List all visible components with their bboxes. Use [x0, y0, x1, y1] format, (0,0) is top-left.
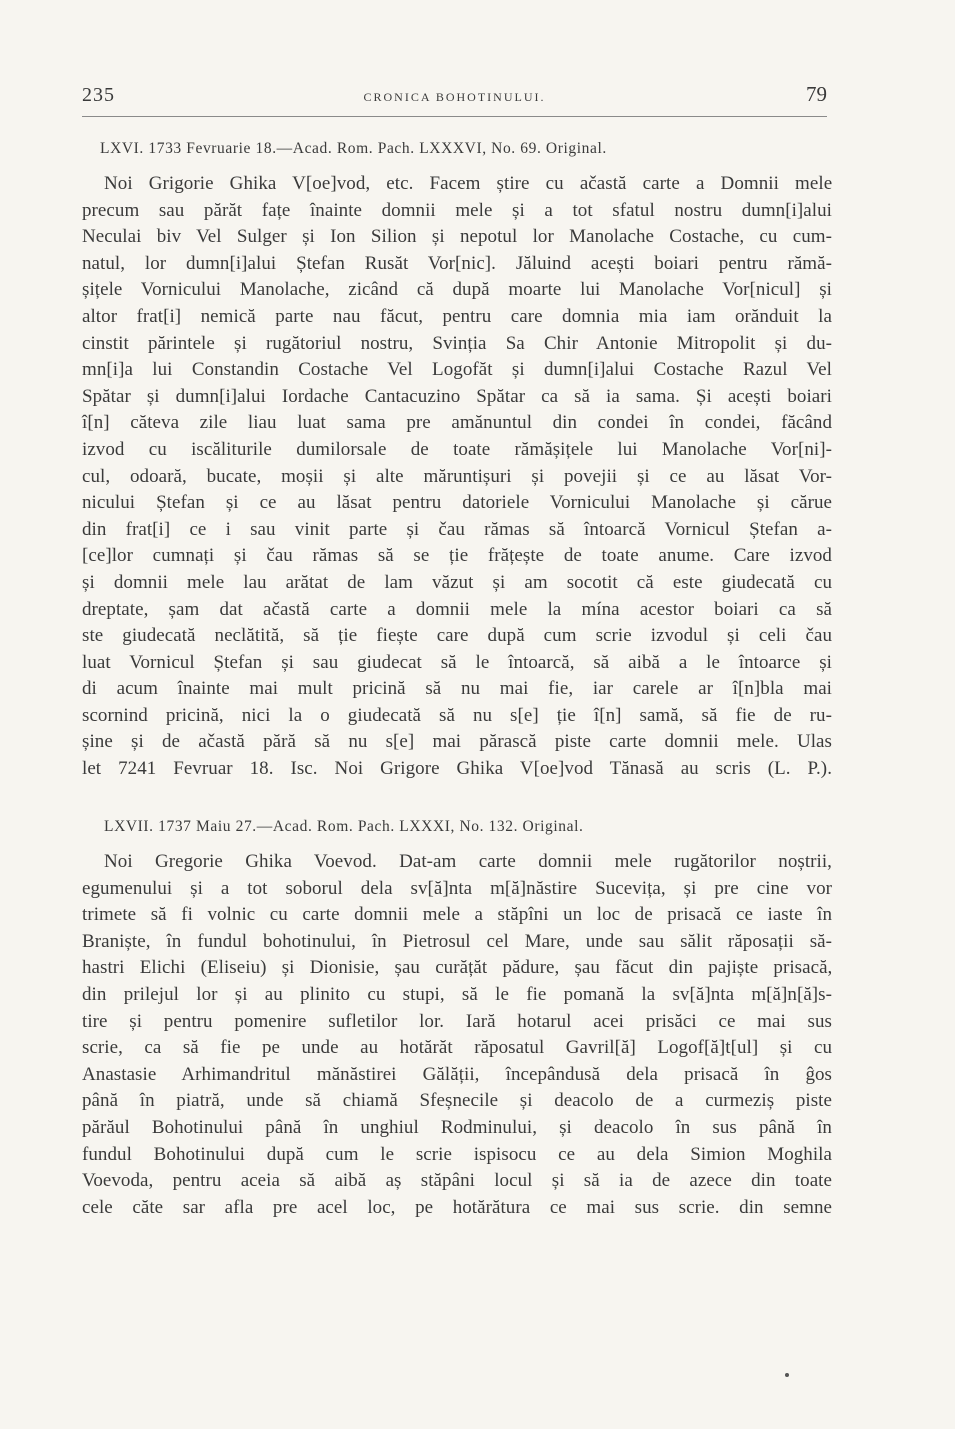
text-line: hastri Elichi (Eliseiu) și Dionisie, șau curățăt pădure, șau făcut din pajiște prisacă,	[82, 957, 833, 979]
header-rule	[82, 116, 827, 117]
text-line: dreptate, șam dat ačastă carte a domnii mele la mína acestor boiari ca să	[82, 598, 832, 620]
page-number-left: 235	[82, 84, 115, 106]
text-line: din frat[i] ce i sau vinit parte și čau rămas să întoarcă Vornicul Ștefan a-	[82, 518, 832, 540]
text-line: mn[i]a lui Constandin Costache Vel Logofăt și dumn[i]alui Costache Razul Vel	[82, 359, 832, 381]
text-line: părăul Bohotinului până în unghiul Rodminului, și deacolo în sus până în	[82, 1116, 832, 1138]
text-line: Neculai biv Vel Sulger și Ion Silion și nepotul lor Manolache Costache, cu cum-	[82, 226, 832, 248]
text-line: cinstit părintele și rugătoriul nostru, Svinția Sa Chir Antonie Mitropolit și du-	[82, 332, 832, 354]
text-line: fundul Bohotinului după cum le scrie ispisocu ce au dela Simion Moghila	[82, 1143, 832, 1165]
document-heading-lxvi: LXVI. 1733 Fevruarie 18.—Acad. Rom. Pach. LXXXVI, No. 69. Original.	[100, 140, 607, 157]
text-line: Noi Grigorie Ghika V[oe]vod, etc. Facem știre cu ačastă carte a Domnii mele	[104, 173, 833, 194]
text-line: î[n] căteva zile liau luat sama pre amănuntul din condei în condei, făcând	[82, 412, 832, 434]
text-line: Voevoda, pentru aceia să aibă aș stăpâni locul și să ia de azece din toate	[82, 1170, 832, 1192]
text-line: șine și de ačastă pără să nu s[e] mai părască piste carte domnii mele. Ulas	[82, 731, 832, 753]
text-line: șițele Vornicului Manolache, zicând că după moarte lui Manolache Vor[nicul] și	[82, 279, 832, 301]
stray-mark	[785, 1373, 789, 1377]
text-line: natul, lor dumn[i]alui Ștefan Rusăt Vor[nic]. Jăluind acești boiari pentru rămă-	[82, 252, 832, 274]
running-title: CRONICA BOHOTINULUI.	[363, 90, 546, 104]
text-line: cele căte sar afla pre acel loc, pe hotărătura ce mai sus scrie. din semne	[82, 1196, 832, 1218]
text-line: [ce]lor cumnați și čau rămas să se ție frățește de toate anume. Care izvod	[82, 545, 832, 567]
text-line: și domnii mele lau arătat de lam văzut și am socotit că este giudecată cu	[82, 571, 832, 593]
text-line: trimete să fi volnic cu carte domnii mele a stăpîni un loc de prisacă ce iaste în	[82, 904, 832, 926]
document-body-lxvii	[82, 849, 832, 1221]
text-line: tire și pentru pomenire sufletilor lor. Iară hotarul acei prisăci ce mai sus	[82, 1010, 832, 1032]
text-line: di acum înainte mai mult pricină să nu mai fie, iar carele ar î[n]bla mai	[82, 678, 832, 700]
text-line: Noi Gregorie Ghika Voevod. Dat-am carte domnii mele rugătorilor noștrii,	[104, 851, 832, 872]
document-heading-lxvii: LXVII. 1737 Maiu 27.—Acad. Rom. Pach. LXXXI, No. 132. Original.	[104, 818, 584, 835]
text-line: până în piatră, unde să chiamă Sfeșnecile și deacolo de a curmeziș piste	[82, 1090, 832, 1112]
text-line: let 7241 Fevruar 18. Isc. Noi Grigore Ghika V[oe]vod Tănasă au scris (L. P.).	[82, 758, 832, 780]
document-body-lxvi	[82, 171, 832, 783]
text-line: din prilejul lor și au plinito cu stupi, să le fie pomană la sv[ă]nta m[ă]n[ă]s-	[82, 983, 832, 1005]
text-line: altor frat[i] nemică parte nau făcut, pentru care domnia mia iam orănduit la	[82, 305, 832, 327]
text-line: Spătar și dumn[i]alui Iordache Cantacuzino Spătar ca să ia sama. Și acești boiari	[82, 385, 832, 407]
text-line: Braniște, în fundul bohotinului, în Pietrosul cel Mare, unde sau sălit răposații să-	[82, 930, 832, 952]
text-line: Anastasie Arhimandritul mănăstirei Gălății, începândusă dela prisacă în ĝos	[82, 1063, 832, 1085]
page-header	[82, 82, 827, 116]
text-line: izvod cu iscăliturile dumilorsale de toate rămășițele lui Manolache Vor[ni]-	[82, 438, 832, 460]
page-number-right: 79	[806, 82, 827, 106]
text-line: ste giudecată neclătită, să ție fiește care după cum scrie izvodul și celi čau	[82, 625, 832, 647]
text-line: cul, odoară, bucate, moșii și alte măruntișuri și povejii și ce au lăsat Vor-	[82, 465, 832, 487]
text-line: luat Vornicul Ștefan și sau giudecat să le întoarcă, să aibă a le întoarce și	[82, 651, 832, 673]
text-line: scrie, ca să fie pe unde au hotărăt răposatul Gavril[ă] Logof[ă]t[ul] și cu	[82, 1037, 832, 1059]
text-line: egumenului și a tot soborul dela sv[ă]nta m[ă]năstire Sucevița, și pre cine vor	[82, 877, 832, 899]
text-line: scornind pricină, nici la o giudecată să nu s[e] ție î[n] samă, să fie de ru-	[82, 704, 832, 726]
text-line: precum sau părăt fațe înainte domnii mele și a tot sfatul nostru dumn[i]alui	[82, 199, 832, 221]
text-line: nicului Ștefan și ce au lăsat pentru datoriele Vornicului Manolache și cărue	[82, 492, 832, 514]
